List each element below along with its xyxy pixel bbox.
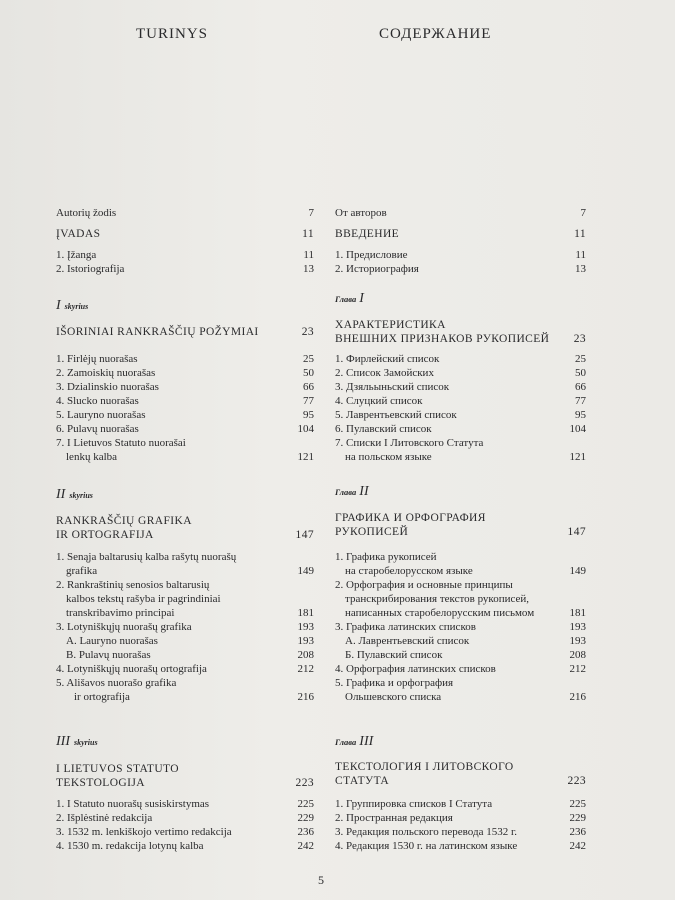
toc-entry (335, 676, 586, 690)
toc-page-number: 11 (574, 228, 586, 240)
toc-entry (56, 564, 314, 578)
toc-page-number: 25 (575, 353, 586, 365)
toc-block (335, 206, 586, 220)
toc-entry-text: СТАТУТА (335, 775, 390, 787)
toc-entry (335, 634, 586, 648)
toc-page-number: 149 (297, 565, 314, 577)
toc-entry-text: TEKSTOLOGIJA (56, 777, 145, 789)
toc-entry (56, 408, 314, 422)
toc-entry-text: на старобелорусском языке (345, 565, 473, 577)
toc-entry-text: 5. Лаврентьевский список (335, 409, 457, 421)
chapter-word: Глава (335, 737, 357, 747)
toc-entry (335, 408, 586, 422)
toc-section-title (335, 760, 586, 774)
toc-entry-text: transkribavimo principai (66, 607, 175, 619)
toc-entry-text: 2. Орфография и основные принципы (335, 579, 513, 591)
toc-section-title (56, 325, 314, 339)
toc-entry-text: 1. I Statuto nuorašų susiskirstymas (56, 798, 210, 810)
toc-entry (56, 648, 314, 662)
toc-entry-text: kalbos tekstų rašyba ir pagrindiniai (66, 593, 221, 605)
toc-entry (56, 550, 314, 564)
toc-entry-text: ĮVADAS (56, 228, 101, 240)
toc-section-title (335, 774, 586, 788)
toc-page-number: 193 (569, 635, 586, 647)
chapter-word: skyrius (69, 491, 93, 500)
toc-entry-text: транскрибирования текстов рукописей, (345, 593, 530, 605)
toc-section-title (335, 511, 586, 525)
toc-entry-text: 2. Zamoiskių nuorašas (56, 367, 156, 379)
toc-section-title (56, 528, 314, 542)
toc-page-number: 95 (303, 409, 314, 421)
toc-block (56, 762, 314, 790)
page-number: 5 (318, 873, 324, 887)
toc-page-number: 7 (580, 207, 586, 219)
toc-entry (335, 394, 586, 408)
toc-page-number: 236 (569, 826, 586, 838)
toc-entry-text: 1. Įžanga (56, 249, 97, 261)
toc-section-title (335, 318, 586, 332)
toc-block (335, 511, 586, 539)
toc-page-number: 50 (303, 367, 314, 379)
toc-block (56, 514, 314, 542)
toc-block (56, 248, 314, 276)
toc-entry-text: 4. Слуцкий список (335, 395, 423, 407)
toc-page-number: 225 (297, 798, 314, 810)
toc-entry-text: 1. Firlėjų nuorašas (56, 353, 138, 365)
toc-entry-text: 1. Графика рукописей (335, 551, 437, 563)
toc-entry-text: на польском языке (345, 451, 432, 463)
chapter-label (335, 291, 364, 307)
chapter-label (56, 487, 93, 503)
toc-entry-text: ХАРАКТЕРИСТИКА (335, 319, 446, 331)
toc-page-number: 212 (569, 663, 586, 675)
toc-page-number: 95 (575, 409, 586, 421)
toc-entry-text: 4. Lotyniškųjų nuorašų ortografija (56, 663, 207, 675)
toc-section-title (56, 762, 314, 776)
toc-block (56, 352, 314, 464)
toc-page-number: 13 (575, 263, 586, 275)
toc-section-title (56, 227, 314, 241)
toc-entry (56, 366, 314, 380)
toc-entry (56, 676, 314, 690)
toc-entry (56, 380, 314, 394)
toc-entry (56, 352, 314, 366)
toc-entry (335, 262, 586, 276)
toc-entry-text: 4. Орфография латинских списков (335, 663, 496, 675)
toc-page-number: 229 (569, 812, 586, 824)
toc-entry (335, 366, 586, 380)
toc-entry (56, 606, 314, 620)
toc-page-number: 149 (569, 565, 586, 577)
toc-page-number: 77 (575, 395, 586, 407)
toc-entry-text: 6. Pulavų nuorašas (56, 423, 139, 435)
toc-page-number: 242 (297, 840, 314, 852)
toc-entry-text: А. Лаврентьевский список (345, 635, 470, 647)
toc-entry (56, 394, 314, 408)
toc-entry (335, 564, 586, 578)
chapter-label (56, 734, 98, 750)
toc-entry (56, 662, 314, 676)
toc-entry-text: B. Pulavų nuorašas (66, 649, 151, 661)
toc-entry-text: 4. Редакция 1530 г. на латинском языке (335, 840, 518, 852)
toc-entry (56, 620, 314, 634)
toc-entry (335, 797, 586, 811)
toc-entry-text: Б. Пулавский список (345, 649, 443, 661)
toc-entry-text: ТЕКСТОЛОГИЯ I ЛИТОВСКОГО (335, 761, 514, 773)
toc-block (335, 550, 586, 704)
toc-entry-text: ir ortografija (74, 691, 130, 703)
toc-entry (335, 436, 586, 450)
toc-page-number: 25 (303, 353, 314, 365)
toc-entry (56, 811, 314, 825)
toc-entry-text: 4. Slucko nuorašas (56, 395, 139, 407)
toc-entry-text: ВНЕШНИХ ПРИЗНАКОВ РУКОПИСЕЙ (335, 333, 550, 345)
toc-page-number: 7 (308, 207, 314, 219)
toc-block (335, 760, 586, 788)
chapter-label (56, 298, 88, 314)
toc-page-number: 208 (297, 649, 314, 661)
toc-entry-text: ГРАФИКА И ОРФОГРАФИЯ (335, 512, 486, 524)
toc-entry (56, 797, 314, 811)
toc-entry-text: 3. 1532 m. lenkiškojo vertimo redakcija (56, 826, 232, 838)
toc-entry-text: grafika (66, 565, 98, 577)
toc-entry-text: Ольшевского списка (345, 691, 442, 703)
toc-entry (335, 248, 586, 262)
chapter-number: III (56, 734, 70, 749)
toc-page-number: 147 (295, 529, 314, 541)
toc-entry-text: ВВЕДЕНИЕ (335, 228, 400, 240)
toc-page-number: 77 (303, 395, 314, 407)
toc-block (56, 797, 314, 853)
chapter-label (335, 734, 373, 750)
toc-entry (56, 634, 314, 648)
toc-entry-text: От авторов (335, 207, 387, 219)
toc-entry-text: 5. Lauryno nuorašas (56, 409, 146, 421)
toc-entry-text: I LIETUVOS STATUTO (56, 763, 179, 775)
toc-page-number: 208 (569, 649, 586, 661)
toc-block (56, 206, 314, 220)
chapter-label (335, 484, 369, 500)
chapter-number: I (56, 298, 61, 313)
toc-entry (56, 436, 314, 450)
toc-section-title (56, 514, 314, 528)
toc-entry (335, 592, 586, 606)
toc-entry-text: 1. Предисловие (335, 249, 408, 261)
toc-entry-text: 5. Ališavos nuorašo grafika (56, 677, 177, 689)
chapter-number: II (56, 487, 66, 502)
toc-page-number: 223 (295, 777, 314, 789)
toc-page-number: 121 (297, 451, 314, 463)
toc-page-number: 181 (297, 607, 314, 619)
toc-block (335, 352, 586, 464)
toc-entry (335, 380, 586, 394)
toc-entry (335, 578, 586, 592)
toc-page-number: 225 (569, 798, 586, 810)
toc-page-number: 236 (297, 826, 314, 838)
toc-entry (56, 248, 314, 262)
chapter-word: Глава (335, 294, 357, 304)
toc-section-title (335, 332, 586, 346)
toc-entry (56, 578, 314, 592)
toc-page-number: 193 (569, 621, 586, 633)
toc-page-number: 229 (297, 812, 314, 824)
toc-page-number: 11 (302, 228, 314, 240)
toc-block (56, 227, 314, 241)
toc-entry-text: 7. I Lietuvos Statuto nuorašai (56, 437, 186, 449)
toc-heading-russian: СОДЕРЖАНИЕ (379, 26, 492, 42)
toc-entry (56, 206, 314, 220)
toc-page-number: 193 (297, 635, 314, 647)
toc-entry-text: 3. Lotyniškųjų nuorašų grafika (56, 621, 192, 633)
chapter-word: skyrius (64, 302, 89, 311)
toc-entry-text: 1. Фирлейский список (335, 353, 440, 365)
chapter-number: II (359, 484, 369, 499)
toc-entry (56, 825, 314, 839)
toc-entry (56, 592, 314, 606)
toc-entry (335, 606, 586, 620)
toc-section-title (335, 227, 586, 241)
toc-entry-text: IŠORINIAI RANKRAŠČIŲ POŽYMIAI (56, 326, 259, 338)
toc-entry (335, 825, 586, 839)
toc-entry (335, 450, 586, 464)
toc-entry (56, 839, 314, 853)
toc-page-number: 242 (569, 840, 586, 852)
toc-page-number: 223 (567, 775, 586, 787)
toc-entry-text: 2. Пространная редакция (335, 812, 453, 824)
toc-page-number: 11 (303, 249, 314, 261)
toc-entry (335, 662, 586, 676)
toc-entry-text: 2. Список Замойских (335, 367, 434, 379)
toc-page-number: 104 (297, 423, 314, 435)
toc-entry (335, 620, 586, 634)
toc-entry (335, 550, 586, 564)
toc-page-number: 11 (575, 249, 586, 261)
toc-section-title (56, 776, 314, 790)
toc-entry (335, 422, 586, 436)
toc-entry (335, 811, 586, 825)
chapter-number: I (359, 291, 364, 306)
toc-page-number: 216 (297, 691, 314, 703)
toc-page-number: 121 (569, 451, 586, 463)
toc-page-number: 66 (303, 381, 314, 393)
toc-entry (56, 262, 314, 276)
toc-entry-text: IR ORTOGRAFIJA (56, 529, 154, 541)
toc-entry (56, 422, 314, 436)
toc-entry-text: 1. Группировка списков I Статута (335, 798, 493, 810)
toc-block (56, 325, 314, 339)
toc-entry-text: Autorių žodis (56, 207, 117, 219)
toc-entry-text: 3. Dzialinskio nuorašas (56, 381, 159, 393)
toc-entry-text: lenkų kalba (66, 451, 118, 463)
toc-block (335, 248, 586, 276)
toc-entry (56, 690, 314, 704)
toc-page-number: 50 (575, 367, 586, 379)
toc-page-number: 212 (297, 663, 314, 675)
toc-entry-text: 4. 1530 m. redakcija lotynų kalba (56, 840, 204, 852)
toc-entry (335, 352, 586, 366)
toc-entry-text: 1. Senąja baltarusių kalba rašytų nuorašų (56, 551, 237, 563)
toc-entry-text: 2. Rankraštinių senosios baltarusių (56, 579, 210, 591)
toc-page-number: 181 (569, 607, 586, 619)
toc-block (335, 227, 586, 241)
chapter-number: III (359, 734, 374, 749)
chapter-word: Глава (335, 487, 357, 497)
toc-block (56, 550, 314, 704)
chapter-word: skyrius (74, 738, 98, 747)
toc-heading-lithuanian: TURINYS (136, 26, 209, 42)
toc-section-title (335, 525, 586, 539)
toc-entry (335, 648, 586, 662)
toc-page-number: 23 (301, 326, 314, 338)
toc-entry (56, 450, 314, 464)
toc-page-number: 23 (573, 333, 586, 345)
toc-entry-text: 2. Историография (335, 263, 419, 275)
toc-entry-text: РУКОПИСЕЙ (335, 526, 409, 538)
toc-entry-text: A. Lauryno nuorašas (66, 635, 158, 647)
toc-block (335, 797, 586, 853)
toc-page-number: 216 (569, 691, 586, 703)
toc-page-number: 104 (569, 423, 586, 435)
toc-entry-text: 7. Списки I Литовского Статута (335, 437, 484, 449)
toc-entry-text: 2. Istoriografija (56, 263, 125, 275)
toc-entry-text: 2. Išplėstinė redakcija (56, 812, 153, 824)
toc-entry-text: 3. Графика латинских списков (335, 621, 476, 633)
toc-entry-text: написанных старобелорусским письмом (345, 607, 535, 619)
toc-entry-text: 3. Редакция польского перевода 1532 г. (335, 826, 517, 838)
toc-entry (335, 839, 586, 853)
toc-entry-text: 6. Пулавский список (335, 423, 432, 435)
toc-page-number: 193 (297, 621, 314, 633)
toc-entry-text: 3. Дзяльыньский список (335, 381, 450, 393)
toc-block (335, 318, 586, 346)
toc-entry-text: 5. Графика и орфография (335, 677, 454, 689)
toc-entry-text: RANKRAŠČIŲ GRAFIKA (56, 515, 192, 527)
toc-entry (335, 690, 586, 704)
toc-page-number: 13 (303, 263, 314, 275)
toc-page-number: 147 (567, 526, 586, 538)
toc-entry (335, 206, 586, 220)
toc-page-number: 66 (575, 381, 586, 393)
